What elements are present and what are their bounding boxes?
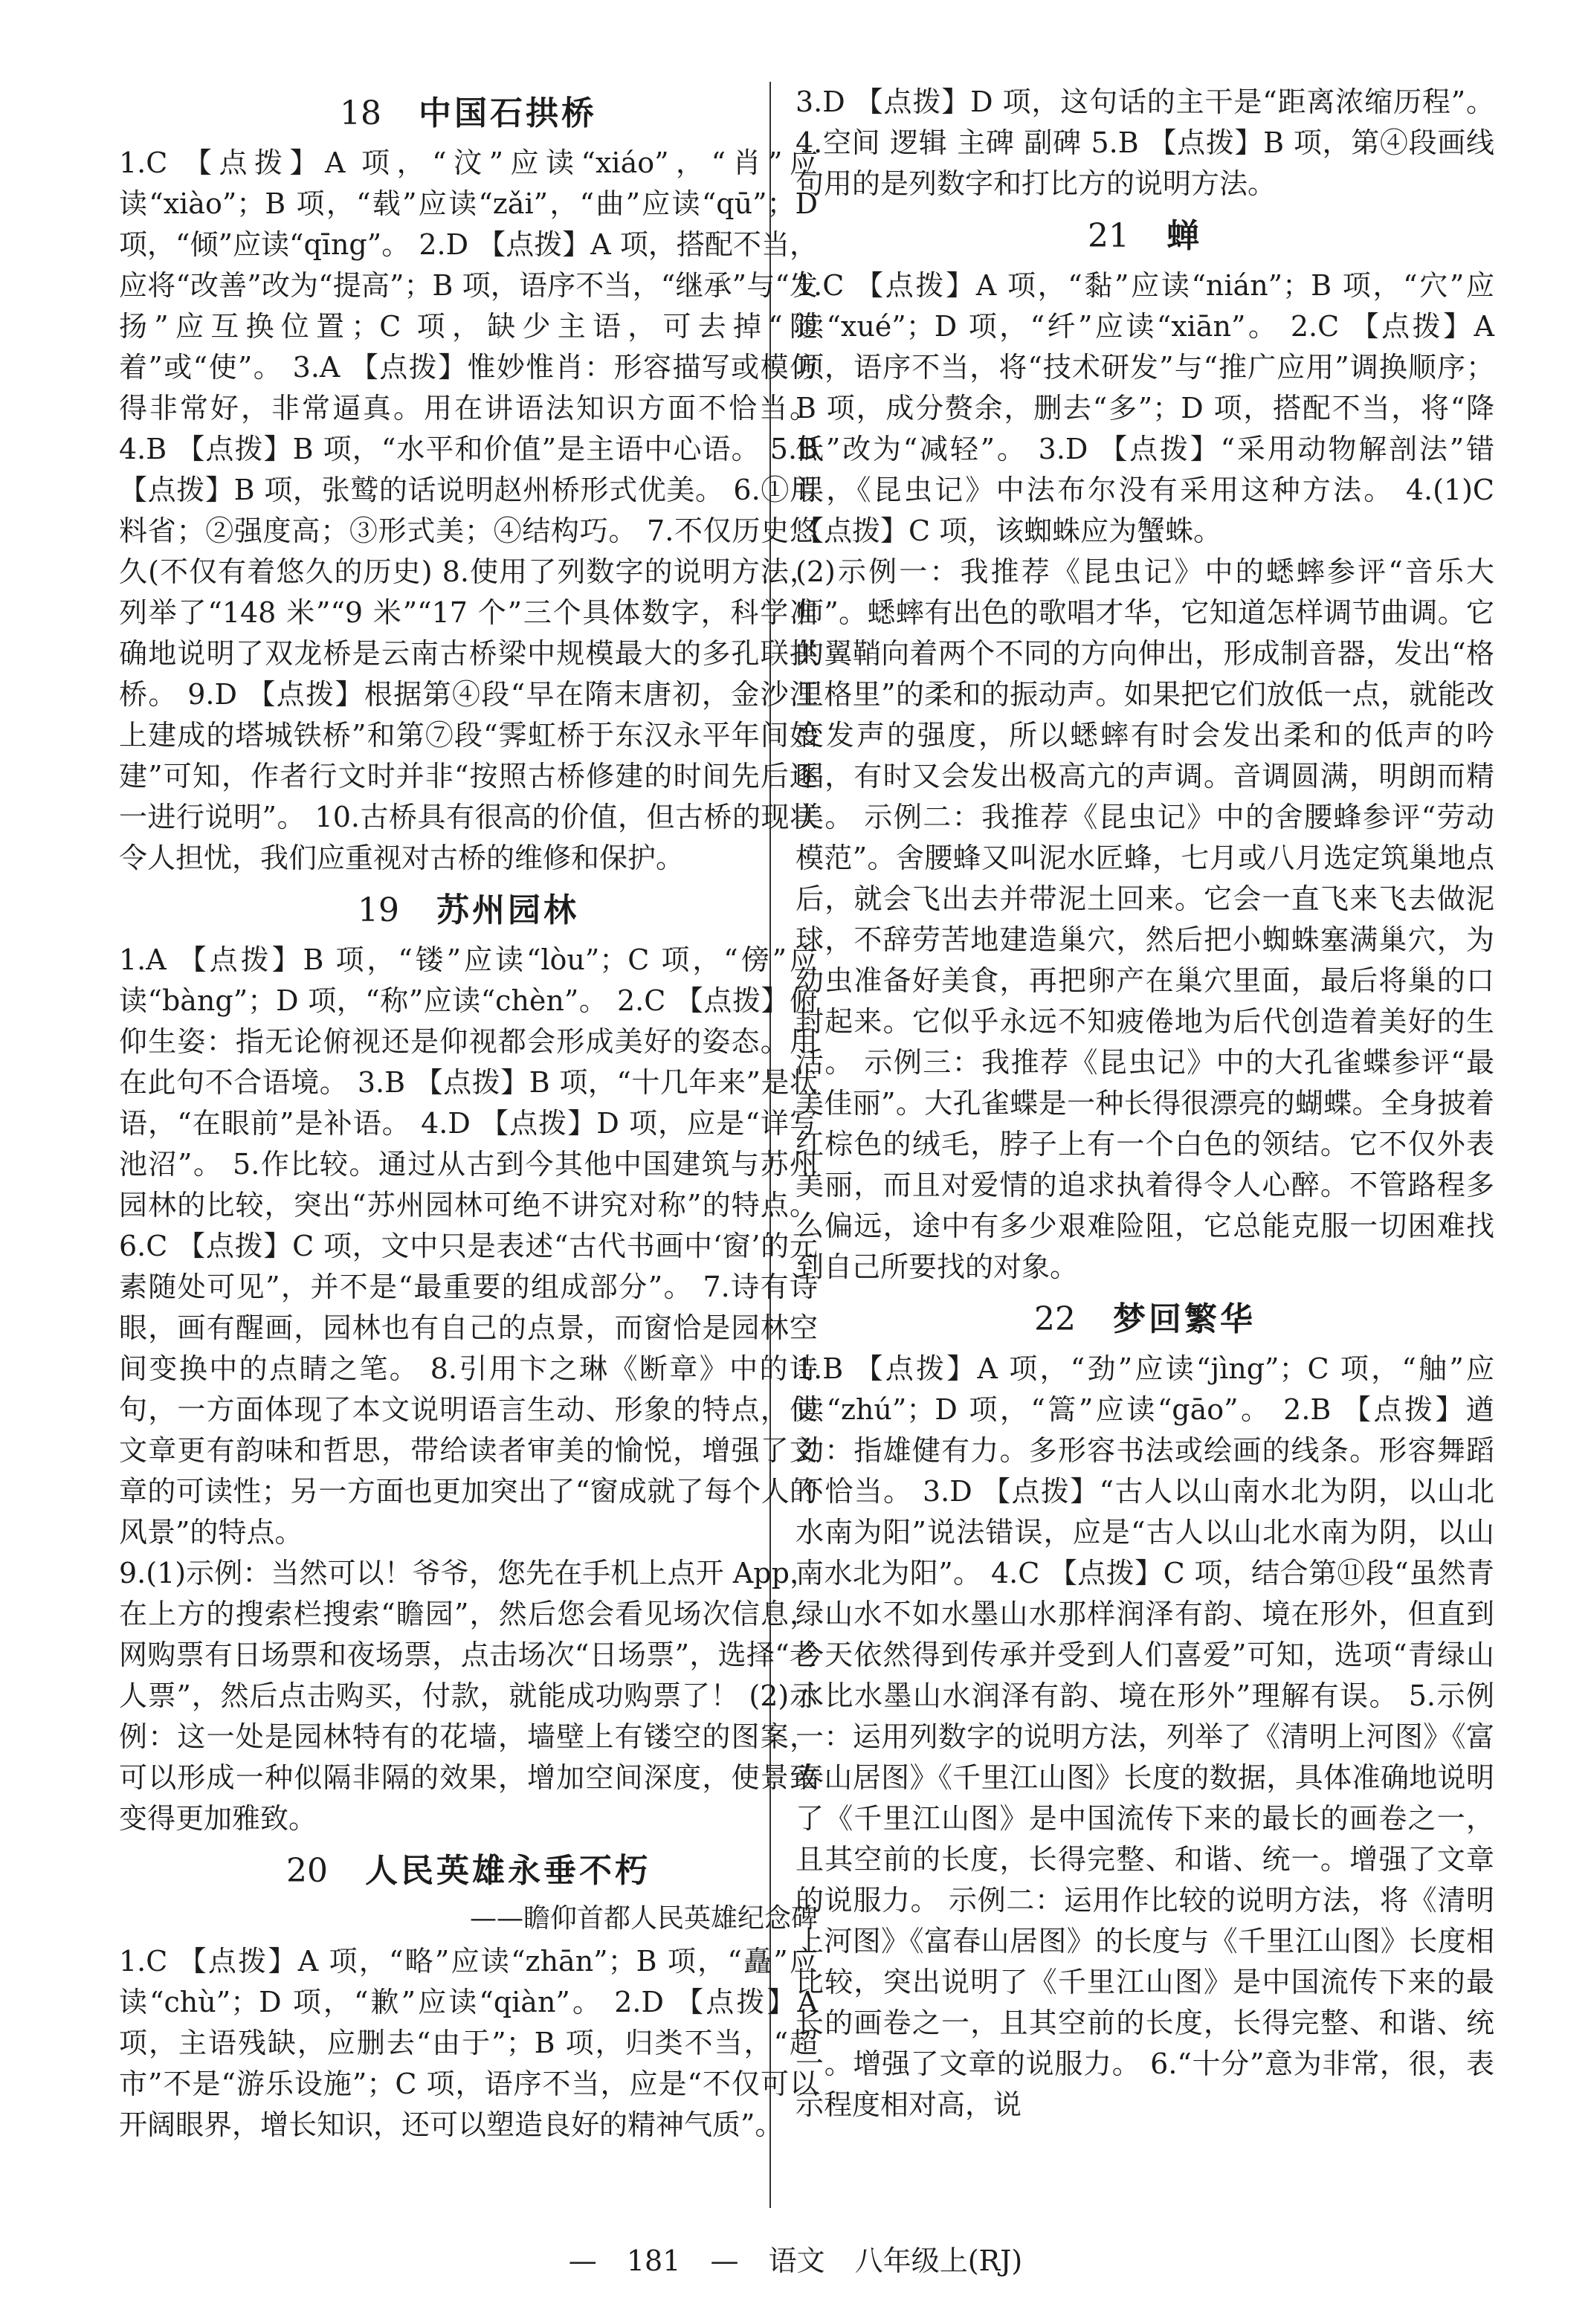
section-title-22 [796, 1292, 1494, 1340]
section-subtitle: ——瞻仰首都人民英雄纪念碑 [469, 1903, 818, 1934]
section-name: 蝉 [1166, 217, 1202, 255]
section-name: 苏州园林 [436, 891, 579, 929]
section-name: 人民英雄永垂不朽 [365, 1852, 651, 1890]
footer-dash: — [710, 2244, 739, 2277]
section-title-21 [796, 209, 1494, 256]
answer-paragraph: 9.(1)示例：当然可以！爷爷，您先在手机上点开 App，在上方的搜索栏搜索“瞻园”，然后您会看见场次信息，网购票有日场票和夜场票，点击场次“日场票”，选择“老人票”，然后点击购买，付款，就能成功购票了！ (2)示例：这一处是园林特有的花墙，墙壁上有镂空的图案，可以形成一种似隔非隔的效果，增加空间深度，使景致变得更加雅致。 [119, 1557, 818, 1835]
section-number: 20 [286, 1852, 328, 1890]
section-name: 中国石拱桥 [419, 94, 597, 132]
section-title-18 [119, 86, 818, 134]
section-number: 21 [1088, 217, 1129, 255]
answer-paragraph: 1.B 【点拨】A 项，“劲”应读“jìng”；C 项，“舳”应读“zhú”；D 项，“篙”应读“gāo”。 2.B 【点拨】遒劲：指雄健有力。多形容书法或绘画的线条。形容舞蹈不恰当。 3.D 【点拨】“古人以山南水北为阴，以山北水南为阳”说法错误，应是“古人以山北水南为阴，以山南水北为阳”。 4.C 【点拨】C 项，结合第⑪段“虽然青绿山水不如水墨山水那样润泽有韵、境在形外，但直到今天依然得到传承并受到人们喜爱”可知，选项“青绿山水比水墨山水润泽有韵、境在形外”理解有误。 5.示例一：运用列数字的说明方法，列举了《清明上河图》《富春山居图》《千里江山图》长度的数据，具体准确地说明了《千里江山图》是中国流传下来的最长的画卷之一，且其空前的长度，长得完整、和谐、统一。增强了文章的说服力。 示例二：运用作比较的说明方法，将《清明上河图》《富春山居图》的长度与《千里江山图》长度相比较，突出说明了《千里江山图》是中国流传下来的最长的画卷之一，且其空前的长度，长得完整、和谐、统一。增强了文章的说服力。 6.“十分”意为非常，很，表示程度相对高，说 [796, 1352, 1494, 2121]
right-column [796, 82, 1494, 2126]
footer-dash: — [568, 2244, 597, 2277]
section-number: 18 [340, 94, 381, 132]
section-number: 22 [1034, 1300, 1076, 1338]
section-number: 19 [358, 891, 399, 929]
footer-grade: 八年级上(RJ) [854, 2244, 1023, 2277]
answer-paragraph: 1.A 【点拨】B 项，“镂”应读“lòu”；C 项，“傍”应读“bàng”；D 项，“称”应读“chèn”。 2.C 【点拨】俯仰生姿：指无论俯视还是仰视都会形成美好的姿态。用在此句不合语境。 3.B 【点拨】B 项，“十几年来”是状语，“在眼前”是补语。 4.D 【点拨】D 项，应是“详写池沼”。 5.作比较。通过从古到今其他中国建筑与苏州园林的比较，突出“苏州园林可绝不讲究对称”的特点。 6.C 【点拨】C 项，文中只是表述“古代书画中‘窗’的元素随处可见”，并不是“最重要的组成部分”。 7.诗有诗眼，画有醒画，园林也有自己的点景，而窗恰是园林空间变换中的点睛之笔。 8.引用卞之琳《断章》中的诗句，一方面体现了本文说明语言生动、形象的特点，使文章更有韵味和哲思，带给读者审美的愉悦，增强了文章的可读性；另一方面也更加突出了“窗成就了每个人的风景”的特点。 [119, 943, 818, 1549]
section-title-20 [119, 1844, 818, 1891]
left-column [119, 82, 818, 2146]
page-number: 181 [626, 2244, 681, 2277]
answer-paragraph: 1.C 【点拨】A 项，“黏”应读“nián”；B 项，“穴”应读“xué”；D 项，“纤”应读“xiān”。 2.C 【点拨】A 项，语序不当，将“技术研发”与“推广应用”调换顺序；B 项，成分赘余，删去“多”；D 项，搭配不当，将“降低”改为“减轻”。 3.D 【点拨】“采用动物解剖法”错误，《昆虫记》中法布尔没有采用这种方法。 4.(1)C 【点拨】C 项，该蜘蛛应为蟹蛛。 [796, 269, 1494, 547]
section-title-19 [119, 883, 818, 931]
answer-paragraph: 1.C 【点拨】A 项，“略”应读“zhān”；B 项，“矗”应读“chù”；D 项，“歉”应读“qiàn”。 2.D 【点拨】A 项，主语残缺，应删去“由于”；B 项，归类不当，“超市”不是“游乐设施”；C 项，语序不当，应是“不仅可以开阔眼界，增长知识，还可以塑造良好的精神气质”。 [119, 1945, 818, 2141]
footer-subject: 语文 [768, 2244, 825, 2277]
answer-paragraph: 1.C 【点拨】A 项，“汶”应读“xiáo”，“肖”应读“xiào”；B 项，“载”应读“zǎi”，“曲”应读“qū”；D 项，“倾”应读“qīng”。 2.D 【点拨】A 项，搭配不当，应将“改善”改为“提高”；B 项，语序不当，“继承”与“发扬”应互换位置；C 项，缺少主语，可去掉“随着”或“使”。 3.A 【点拨】惟妙惟肖：形容描写或模仿得非常好，非常逼真。用在讲语法知识方面不恰当。 4.B 【点拨】B 项，“水平和价值”是主语中心语。 5.B 【点拨】B 项，张鹫的话说明赵州桥形式优美。 6.①用料省；②强度高；③形式美；④结构巧。 7.不仅历史悠久(不仅有着悠久的历史) 8.使用了列数字的说明方法，列举了“148 米”“9 米”“17 个”三个具体数字，科学准确地说明了双龙桥是云南古桥梁中规模最大的多孔联拱桥。 9.D 【点拨】根据第④段“早在隋末唐初，金沙江上建成的塔城铁桥”和第⑦段“霁虹桥于东汉永平年间始建”可知，作者行文时并非“按照古桥修建的时间先后逐一进行说明”。 10.古桥具有很高的价值，但古桥的现状令人担忧，我们应重视对古桥的维修和保护。 [119, 146, 818, 874]
answer-paragraph: 3.D 【点拨】D 项，这句话的主干是“距离浓缩历程”。 4.空间 逻辑 主碑 副碑 5.B 【点拨】B 项，第④段画线句用的是列数字和打比方的说明方法。 [796, 85, 1494, 200]
section-name: 梦回繁华 [1113, 1300, 1256, 1338]
page-footer [0, 2238, 1591, 2279]
answer-paragraph: (2)示例一：我推荐《昆虫记》中的蟋蟀参评“音乐大师”。蟋蟀有出色的歌唱才华，它知道怎样调节曲调。它的翼鞘向着两个不同的方向伸出，形成制音器，发出“格里格里”的柔和的振动声。如果把它们放低一点，就能改变发声的强度，所以蟋蟀有时会发出柔和的低声的吟唱，有时又会发出极高亢的声调。音调圆满，明朗而精美。 示例二：我推荐《昆虫记》中的舍腰蜂参评“劳动模范”。舍腰蜂又叫泥水匠蜂，七月或八月选定筑巢地点后，就会飞出去并带泥土回来。它会一直飞来飞去做泥球，不辞劳苦地建造巢穴，然后把小蜘蛛塞满巢穴，为幼虫准备好美食，再把卵产在巢穴里面，最后将巢的口封起来。它似乎永远不知疲倦地为后代创造着美好的生活。 示例三：我推荐《昆虫记》中的大孔雀蝶参评“最美佳丽”。大孔雀蝶是一种长得很漂亮的蝴蝶。全身披着红棕色的绒毛，脖子上有一个白色的领结。它不仅外表美丽，而且对爱情的追求执着得令人心醉。不管路程多么偏远，途中有多少艰难险阻，它总能克服一切困难找到自己所要找的对象。 [796, 555, 1494, 1283]
